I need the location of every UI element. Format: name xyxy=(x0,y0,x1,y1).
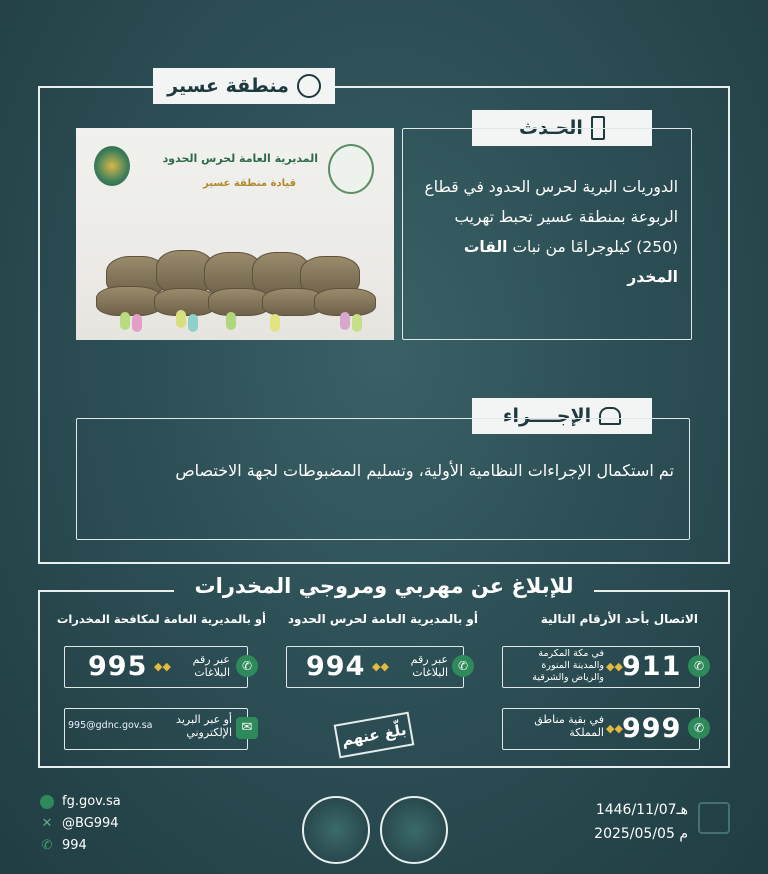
arrow-icon: ◆◆ xyxy=(372,660,389,673)
date-hijri: 1446/11/07هـ xyxy=(595,802,688,818)
arrow-icon: ◆◆ xyxy=(606,660,623,673)
arrow-icon: ◆◆ xyxy=(154,660,171,673)
phone-icon: ✆ xyxy=(688,655,710,677)
email-icon: ✉ xyxy=(236,717,258,739)
email-label: أو عبر البريد الإلكتروني xyxy=(176,713,232,739)
report-frame-top-right xyxy=(594,590,728,592)
event-text-body: الدوريات البرية لحرس الحدود في قطاع الربوعة بمنطقة عسير تحبط تهريب (250) كيلوجرامًا من نبات xyxy=(424,178,678,256)
region-title: منطقة عسير xyxy=(167,75,289,97)
backdrop-title: المديرية العامة لحرس الحدود xyxy=(162,152,318,165)
bundle xyxy=(352,314,362,332)
report-frame-top-left xyxy=(38,590,174,592)
bundle xyxy=(340,312,350,330)
calendar-icon xyxy=(698,802,730,834)
phone-icon: ✆ xyxy=(41,838,53,853)
date-gregorian: 2025/05/05 م xyxy=(594,826,688,842)
bundle xyxy=(176,310,186,328)
number-994-desc: عبر رقم البلاغات xyxy=(410,653,448,679)
phone-icon: ✆ xyxy=(236,655,258,677)
guard-emblem xyxy=(94,146,130,186)
sack xyxy=(208,288,270,316)
backdrop-subtitle: قيادة منطقة عسير xyxy=(203,178,296,189)
action-text: تم استكمال الإجراءات النظامية الأولية، وتسليم المضبوطات لجهة الاختصاص xyxy=(175,461,674,480)
stamp-report-them: بلّغ عنهم xyxy=(334,712,415,759)
bundle xyxy=(120,312,130,330)
number-911: 911 xyxy=(622,651,682,682)
action-title: الإجــــراء xyxy=(502,405,592,427)
bundle xyxy=(132,314,142,332)
phone-number: 994 xyxy=(62,838,87,853)
phone-row[interactable] xyxy=(40,838,87,853)
number-995: 995 xyxy=(88,651,148,682)
website: fg.gov.sa xyxy=(62,794,121,809)
number-995-desc: عبر رقم البلاغات xyxy=(192,653,230,679)
col-mid-header: أو بالمديرية العامة لحرس الحدود xyxy=(287,612,478,626)
website-row[interactable] xyxy=(40,794,121,809)
globe-icon xyxy=(40,795,54,809)
twitter-row[interactable] xyxy=(40,816,119,831)
arrow-icon: ◆◆ xyxy=(606,722,623,735)
phone-icon: ✆ xyxy=(452,655,474,677)
number-999-desc: في بقية مناطق المملكة xyxy=(534,713,604,739)
col-right-header: الاتصال بأحد الأرقام التالية xyxy=(540,612,698,626)
twitter-handle: @BG994 xyxy=(62,816,119,831)
bundle xyxy=(226,312,236,330)
event-text-bold: القات المخدر xyxy=(463,238,678,286)
email-address[interactable]: 995@gdnc.gov.sa xyxy=(68,720,153,731)
event-text xyxy=(414,172,678,292)
seizure-photo xyxy=(76,128,394,340)
bundle xyxy=(270,314,280,332)
number-999: 999 xyxy=(622,713,682,744)
sack xyxy=(96,286,162,316)
phone-icon: ✆ xyxy=(688,717,710,739)
region-title-label xyxy=(153,68,335,104)
saudi-seal xyxy=(380,796,448,864)
number-911-desc: في مكة المكرمة والمدينة المنورة والرياض والشرقية xyxy=(532,648,604,683)
report-heading: للإبلاغ عن مهربي ومروجي المخدرات xyxy=(194,574,574,598)
col-left-header: أو بالمديرية العامة لمكافحة المخدرات xyxy=(56,612,266,626)
bundle xyxy=(188,314,198,332)
saudi-emblem xyxy=(328,144,374,194)
event-title: الحـدث xyxy=(519,117,583,139)
search-map-icon xyxy=(297,74,321,98)
number-994: 994 xyxy=(306,651,366,682)
x-icon: ✕ xyxy=(41,816,53,831)
guard-seal xyxy=(302,796,370,864)
